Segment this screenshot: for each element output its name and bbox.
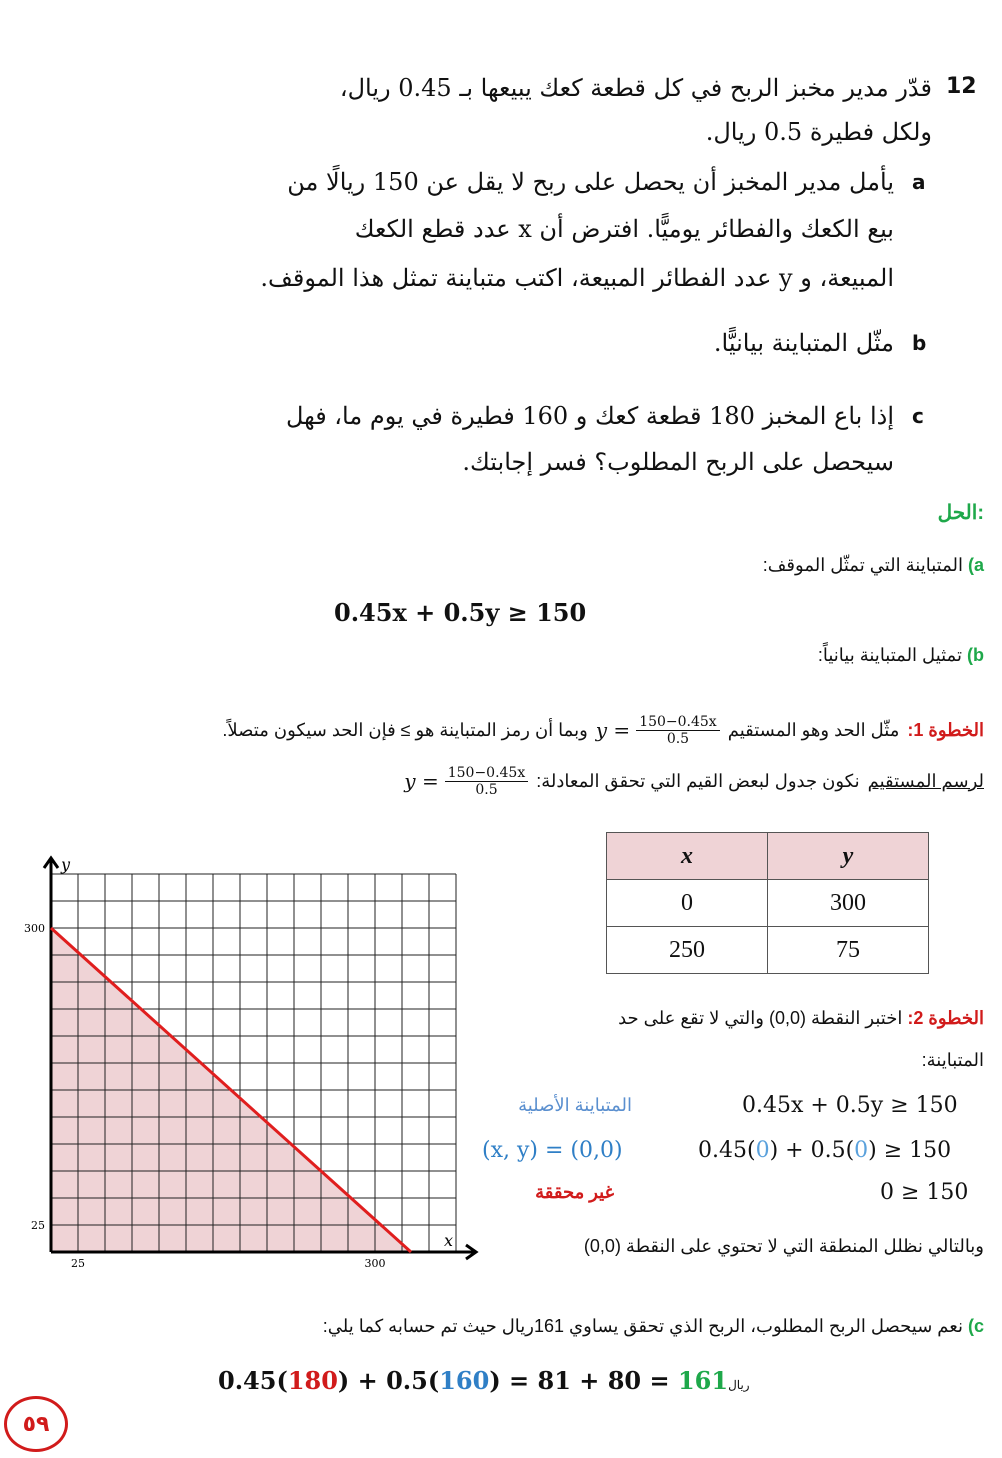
solution-b-letter: b) <box>967 645 984 665</box>
solution-a-row <box>763 555 984 576</box>
table-intro-underlined: لرسم المستقيم <box>867 770 984 791</box>
y-tick-label-25: 25 <box>31 1219 45 1232</box>
solution-a-letter: a) <box>967 555 984 575</box>
x-axis-label: x <box>444 1231 454 1250</box>
part-a-line-1: يأمل مدير المخبز أن يحصل على ربح لا يقل عن 150 ريالًا من <box>287 168 894 196</box>
part-b-line-1: مثّل المتباينة بيانيًّا. <box>713 329 894 357</box>
values-table <box>606 832 929 974</box>
part-c-line-2: سيحصل على الربح المطلوب؟ فسر إجابتك. <box>462 448 894 476</box>
test-row-2-part-c: ) ≥ 150 <box>868 1138 952 1163</box>
table-intro-frac-den: 0.5 <box>475 781 498 798</box>
table-intro-y-eq: y = <box>404 769 439 793</box>
calc-part-1: 0.45( <box>218 1366 288 1395</box>
calc-part-3: ) = 81 + 80 = <box>489 1366 678 1395</box>
table-intro-rest: نكون جدول لبعض القيم التي تحقق المعادلة: <box>536 770 860 791</box>
calc-value-160: 160 <box>439 1366 490 1395</box>
part-a-letter: a <box>912 170 926 194</box>
part-c-letter: c <box>912 404 924 428</box>
question-number: 12 <box>946 74 977 99</box>
test-row-2-part-a: 0.45( <box>698 1138 756 1163</box>
test-row-1-left: المتباينة الأصلية <box>518 1095 632 1115</box>
solution-heading: الحل: <box>937 502 984 524</box>
question-intro-line-2: ولكل فطيرة 0.5 ريال. <box>705 118 932 146</box>
table-intro-frac-num: 150−0.45x <box>445 765 529 782</box>
table-row <box>607 880 929 927</box>
test-row-2-zero-1: 0 <box>755 1138 770 1163</box>
table-intro-equation <box>404 765 528 798</box>
solution-a-text: المتباينة التي تمثّل الموقف: <box>762 555 963 575</box>
part-a-line-3: المبيعة، و y عدد الفطائر المبيعة، اكتب متباينة تمثل هذا الموقف. <box>260 264 894 292</box>
page-number-badge: ٥٩ <box>4 1396 68 1452</box>
solution-c-calc <box>218 1366 750 1395</box>
test-row-3-right: 0 ≥ 150 <box>880 1180 969 1205</box>
solution-c-row <box>323 1316 984 1337</box>
part-b-letter: b <box>912 331 927 355</box>
table-cell: 75 <box>768 927 929 974</box>
step1-frac-num: 150−0.45x <box>636 714 720 731</box>
calc-unit: ريال <box>728 1378 750 1392</box>
shade-note: وبالتالي نظلل المنطقة التي لا تحتوي على النقطة (0,0) <box>583 1236 984 1256</box>
step1-fraction <box>636 714 720 747</box>
inequality-graph <box>10 855 480 1285</box>
test-row-1-right: 0.45x + 0.5y ≥ 150 <box>742 1093 958 1118</box>
solution-a-inequality: 0.45x + 0.5y ≥ 150 <box>334 598 587 627</box>
step2-row <box>618 1008 984 1029</box>
step1-y-eq: y = <box>595 718 631 742</box>
question-intro-line-1: قدّر مدير مخبز الربح في كل قطعة كعك يبيعها بـ 0.45 ريال، <box>339 74 932 102</box>
values-table-header-x: x <box>607 833 768 880</box>
table-row <box>607 927 929 974</box>
table-cell: 0 <box>607 880 768 927</box>
table-cell: 300 <box>768 880 929 927</box>
y-axis-label: y <box>61 855 71 874</box>
step2-line-1: اختبر النقطة (0,0) والتي لا تقع على حد <box>618 1008 903 1028</box>
step1-equation <box>596 714 720 747</box>
step1-row <box>222 708 984 752</box>
step2-line-2: المتباينة: <box>921 1050 984 1070</box>
step1-text-a: مثّل الحد وهو المستقيم <box>727 719 900 740</box>
part-a-line-2: بيع الكعك والفطائر يوميًّا. افترض أن x عدد قطع الكعك <box>354 215 894 243</box>
solution-c-text: نعم سيحصل الربح المطلوب، الربح الذي تحقق يساوي 161ريال حيث تم حسابه كما يلي: <box>322 1316 963 1336</box>
table-cell: 250 <box>607 927 768 974</box>
test-row-2-part-b: ) + 0.5( <box>769 1138 855 1163</box>
values-table-header <box>607 833 929 880</box>
calc-part-2: ) + 0.5( <box>337 1366 440 1395</box>
test-row-2-left: (x, y) = (0,0) <box>482 1138 623 1163</box>
solution-b-row <box>818 645 984 666</box>
table-intro-row <box>404 758 984 804</box>
part-c-line-1: إذا باع المخبز 180 قطعة كعك و 160 فطيرة في يوم ما، فهل <box>285 402 894 430</box>
x-tick-label-300: 300 <box>364 1257 386 1270</box>
test-row-2-right <box>698 1138 951 1163</box>
table-intro-fraction <box>445 765 529 798</box>
step1-label: الخطوة 1: <box>907 719 984 740</box>
solution-c-letter: c) <box>967 1316 984 1336</box>
values-table-header-y: y <box>768 833 929 880</box>
step1-text-b: وبما أن رمز المتباينة هو ≥ فإن الحد سيكون متصلاً. <box>222 719 588 740</box>
calc-value-180: 180 <box>287 1366 338 1395</box>
step1-frac-den: 0.5 <box>666 730 690 747</box>
test-row-3-left: غير محققة <box>535 1182 614 1202</box>
calc-result: 161 <box>677 1366 729 1395</box>
step2-label: الخطوة 2: <box>907 1008 984 1028</box>
solution-b-text: تمثيل المتباينة بيانياً: <box>817 645 962 665</box>
y-tick-label-300: 300 <box>24 922 45 935</box>
test-row-2-zero-2: 0 <box>854 1138 869 1163</box>
x-tick-label-25: 25 <box>71 1257 85 1270</box>
